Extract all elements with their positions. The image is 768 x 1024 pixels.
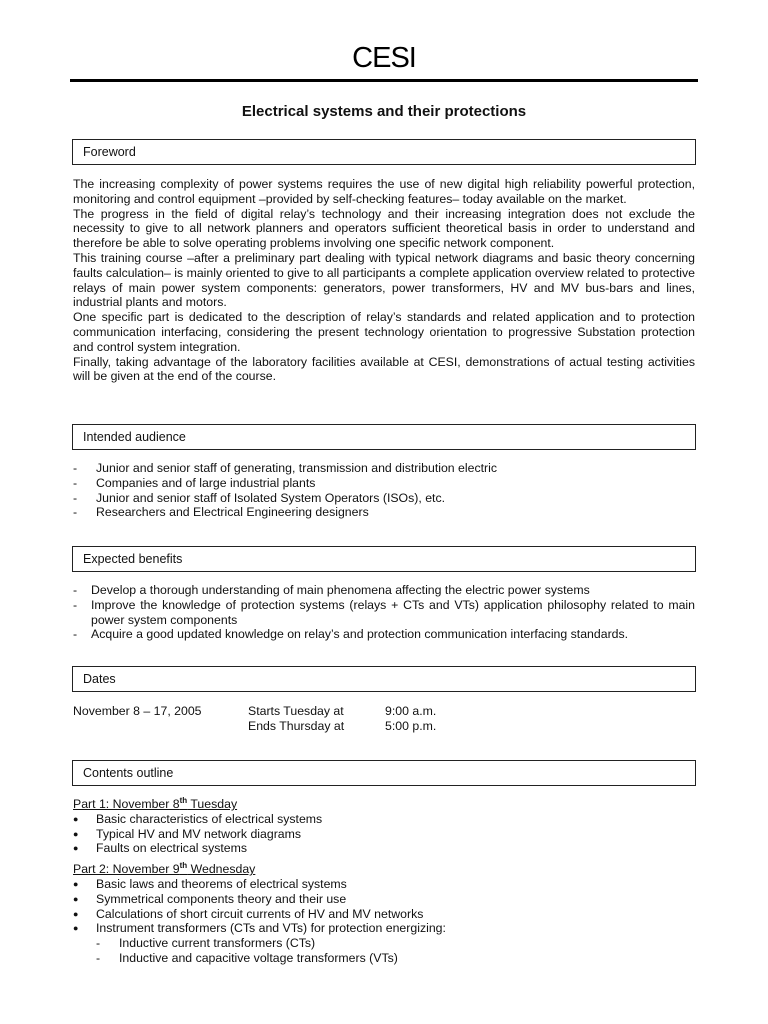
foreword-paragraph: The progress in the field of digital relay’s technology and their increasing integration does not exclude the necessity to give to all network planners and operators sufficient theoretical basis in order to understand and therefore be able to solve operating problems involving one specific network component. (73, 206, 695, 251)
foreword-paragraph: The increasing complexity of power systems requires the use of new digital high reliability powerful protection, monitoring and control equipment –provided by self-checking features– today available on the market. (73, 177, 695, 206)
section-heading-audience (72, 424, 696, 450)
list-item: ● Basic laws and theorems of electrical systems (73, 877, 695, 892)
list-item: - Inductive current transformers (CTs) (73, 936, 695, 951)
dates-row-start (73, 704, 695, 719)
date-range: November 8 – 17, 2005 (73, 704, 202, 718)
cesi-logo: CESI (352, 42, 416, 74)
start-label: Starts Tuesday at (248, 704, 344, 718)
part1-heading: Part 1: November 8th Tuesday (73, 795, 238, 811)
section-heading-label: Contents outline (83, 766, 174, 780)
list-item: - Develop a thorough understanding of main phenomena affecting the electric power systems (73, 583, 695, 598)
audience-list (73, 461, 695, 520)
section-heading-label: Expected benefits (83, 552, 183, 566)
part1-list (73, 812, 695, 856)
end-time: 5:00 p.m. (385, 718, 437, 733)
document-title: Electrical systems and their protections (241, 103, 527, 120)
contents-block (73, 797, 695, 966)
section-heading-benefits (72, 546, 696, 572)
section-heading-contents (72, 760, 696, 786)
end-label: Ends Thursday at (248, 718, 345, 733)
dates-block (73, 704, 695, 734)
section-heading-label: Dates (83, 672, 116, 686)
list-item: - Junior and senior staff of generating, transmission and distribution electric (73, 461, 695, 476)
list-item: - Improve the knowledge of protection systems (relays + CTs and VTs) application philosophy related to main power system components (73, 598, 695, 628)
part2-heading: Part 2: November 9th Wednesday (73, 861, 256, 877)
benefits-list (73, 583, 695, 642)
dates-row-end (73, 719, 695, 734)
foreword-paragraph: Finally, taking advantage of the laboratory facilities available at CESI, demonstrations of actual testing activities will be given at the end of the course. (73, 354, 695, 384)
list-item: - Inductive and capacitive voltage transformers (VTs) (73, 951, 695, 966)
list-item: ● Basic characteristics of electrical systems (73, 812, 695, 827)
foreword-paragraph: One specific part is dedicated to the description of relay’s standards and related application and to protection communication interfacing, considering the present technology orientation to progressive Substation protection and control system integration. (73, 310, 695, 354)
section-heading-label: Foreword (83, 145, 136, 159)
list-item: - Junior and senior staff of Isolated System Operators (ISOs), etc. (73, 491, 695, 506)
benefits-list-block (73, 583, 695, 642)
list-item: ● Instrument transformers (CTs and VTs) for protection energizing: (73, 921, 695, 936)
foreword-paragraph: This training course –after a preliminary part dealing with typical network diagrams and basic theory concerning faults calculation– is mainly oriented to give to all participants a complete application overview related to protective relays of main power system components: generators, power transformers, HV and MV bus-bars and lines, industrial plants and motors. (73, 250, 695, 310)
section-heading-foreword (72, 139, 696, 165)
part2-list (73, 877, 695, 936)
foreword-body (73, 177, 695, 384)
list-item: ● Faults on electrical systems (73, 841, 695, 856)
list-item: - Companies and of large industrial plants (73, 476, 695, 491)
part2-sublist (73, 936, 695, 966)
section-heading-dates (72, 666, 696, 692)
list-item: - Acquire a good updated knowledge on relay’s and protection communication interfacing standards. (73, 627, 695, 642)
list-item: - Researchers and Electrical Engineering designers (73, 505, 695, 520)
start-time: 9:00 a.m. (385, 704, 437, 718)
section-heading-label: Intended audience (83, 430, 186, 444)
list-item: ● Symmetrical components theory and their use (73, 892, 695, 907)
header-rule (70, 79, 698, 82)
list-item: ● Typical HV and MV network diagrams (73, 827, 695, 842)
audience-list-block (73, 461, 695, 520)
list-item: ● Calculations of short circuit currents of HV and MV networks (73, 907, 695, 922)
